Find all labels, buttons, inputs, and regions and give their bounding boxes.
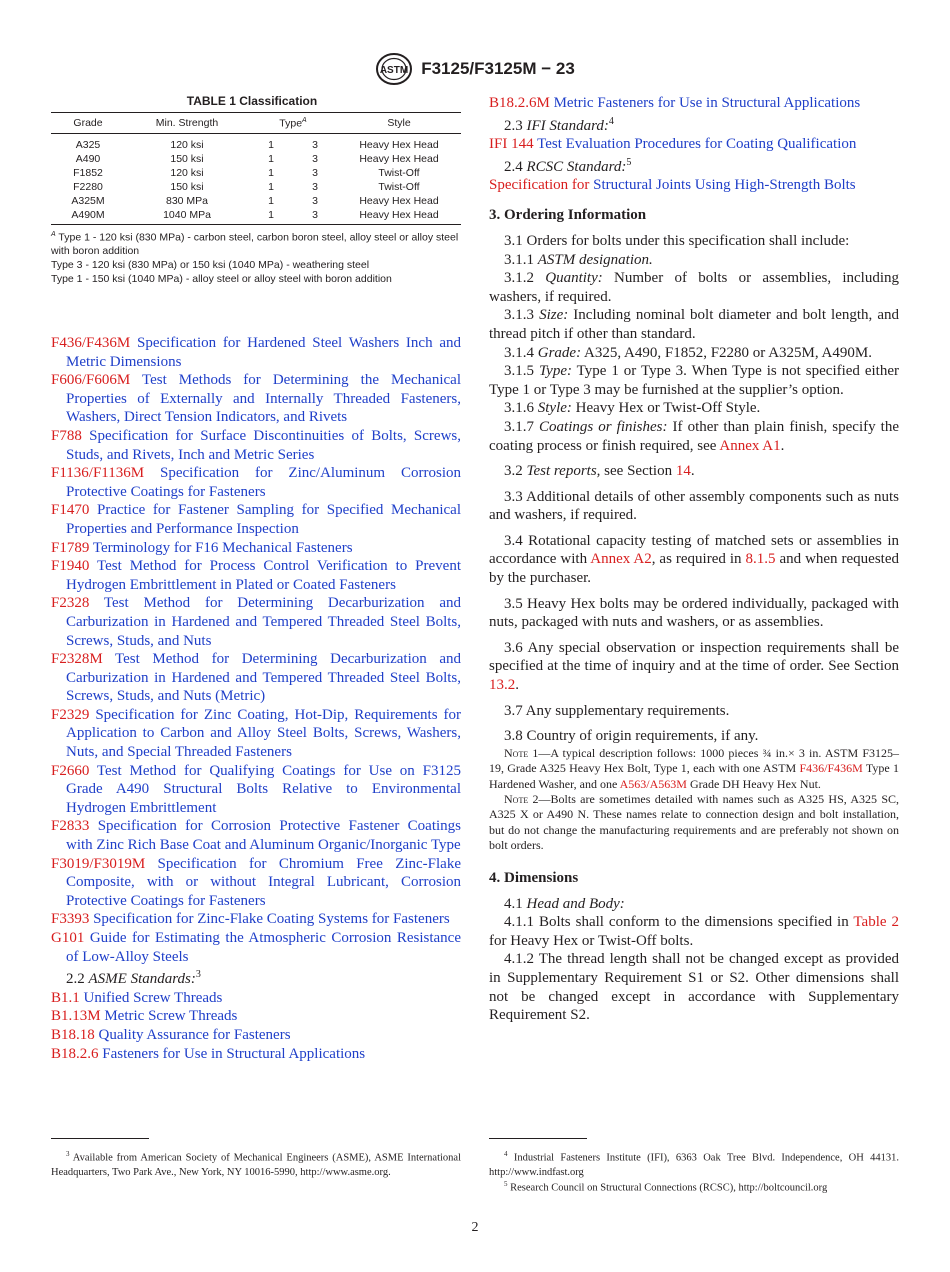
reference-link[interactable]: F1789	[51, 539, 90, 556]
table-row: A490 150 ksi 1 3 Heavy Hex Head	[75, 152, 439, 165]
reference-item: F436/F436M Specification for Hardened Steel Washers Inch and Metric Dimensions	[51, 335, 462, 370]
reference-link[interactable]: F2328M	[51, 651, 103, 668]
reference-link[interactable]: F3393	[51, 911, 90, 928]
reference-item: F1940 Test Method for Process Control Verification to Prevent Hydrogen Embrittlement in Plated or Coated Fasteners	[51, 558, 461, 593]
table-footnote: Type 3 - 120 ksi (830 MPa) or 150 ksi (1040 MPa) - weathering steel	[51, 259, 370, 271]
asme-standards-heading: 2.2 ASME Standards:$^3$	[66, 969, 201, 988]
astm-references	[51, 334, 461, 1063]
ifi-standard-heading: 2.3 IFI Standard:$^4$	[504, 115, 614, 134]
paragraph: 3.4 Rotational capacity testing of matched sets or assemblies in accordance with Annex A2, as required in 8.1.5 and when requested by the purchaser.	[489, 532, 899, 587]
footnote-4: $^4$ Industrial Fasteners Institute (IFI), 6363 Oak Tree Blvd. Independence, OH 44131. http://www.indfast.org	[489, 1150, 900, 1178]
reference-link[interactable]: Specification for	[489, 177, 590, 194]
reference-item: F1136/F1136M Specification for Zinc/Aluminum Corrosion Protective Coatings for Fasteners	[51, 465, 461, 500]
note-1: Note 1—A typical description follows: 1000 pieces ¾ in.× 3 in. ASTM F3125–19, Grade A325 Heavy Hex Bolt, Type 1, each with one ASTM F436/F436M Type 1 Hardened Washer, and one A563/A563M Grade DH Heavy Hex Nut.	[489, 745, 899, 791]
section-8-1-5-link[interactable]: 8.1.5	[745, 551, 776, 568]
reference-link[interactable]: F788	[51, 427, 82, 444]
reference-link[interactable]: F2329	[51, 706, 90, 723]
table-row: A325M 830 MPa 1 3 Heavy Hex Head	[71, 194, 439, 207]
section-13-2-link[interactable]: 13.2	[489, 677, 516, 694]
paragraph: 4.1 Head and Body:	[504, 895, 625, 912]
col-header-strength: Min. Strength	[125, 113, 249, 134]
page-header	[0, 52, 950, 86]
col-header-grade: Grade	[51, 113, 125, 134]
reference-item: F2660 Test Method for Qualifying Coatings for Use on F3125 Grade A490 Structural Bolts Relative to Environmental Hydrogen Embrittlement	[51, 762, 461, 816]
paragraph: 3.7 Any supplementary requirements.	[504, 702, 730, 719]
reference-item: IFI 144 Test Evaluation Procedures for Coating Qualification	[489, 136, 857, 153]
paragraph: 3.5 Heavy Hex bolts may be ordered individually, packaged with nuts, packaged with nuts and washers, or as assemblies.	[489, 595, 899, 631]
reference-link[interactable]: G101	[51, 930, 85, 946]
paragraph: 3.1.5 Type: Type 1 or Type 3. When Type is not specified either Type 1 or Type 3 may be furnished at the supplier’s option.	[489, 363, 900, 398]
table-row: A325 120 ksi 1 3 Heavy Hex Head	[75, 138, 439, 151]
astm-logo	[375, 52, 413, 86]
table-2-link[interactable]: Table 2	[853, 914, 899, 931]
classification-table	[51, 112, 461, 225]
reference-item: F1789 Terminology for F16 Mechanical Fasteners	[51, 539, 353, 556]
reference-link[interactable]: F1136/F1136M	[51, 465, 145, 482]
section-heading: 3. Ordering Information	[489, 206, 647, 223]
reference-item: G101 Guide for Estimating the Atmospheric Corrosion Resistance of Low-Alloy Steels	[51, 930, 461, 965]
reference-item: F2328M Test Method for Determining Decarburization and Carburization in Hardened and Tempered Threaded Steel Bolts, Screws, Studs, and Nuts (Metric)	[51, 651, 461, 705]
reference-link[interactable]: F3019/F3019M	[51, 855, 146, 872]
paragraph: 3.1.1 ASTM designation.	[504, 251, 653, 268]
footnote-rule	[51, 1138, 149, 1139]
reference-link[interactable]: F436/F436M	[51, 335, 131, 351]
paragraph: 3.1.2 Quantity: Number of bolts or assemblies, including washers, if required.	[489, 270, 900, 305]
rcsc-standard-heading: 2.4 RCSC Standard:$^5$	[504, 156, 632, 175]
reference-item: F2329 Specification for Zinc Coating, Hot-Dip, Requirements for Application to Carbon and Alloy Steel Bolts, Screws, Washers, Nuts, and Special Threaded Fasteners	[51, 706, 461, 761]
paragraph: 3.1.3 Size: Including nominal bolt diameter and bolt length, and thread pitch if other than standard.	[489, 307, 900, 342]
paragraph: 3.1.6 Style: Heavy Hex or Twist-Off Style.	[504, 400, 761, 417]
annex-a1-link[interactable]: Annex A1	[719, 437, 781, 454]
reference-item: F2833 Specification for Corrosion Protective Fastener Coatings with Zinc Rich Base Coat and Aluminum Organic/Inorganic Type	[51, 818, 461, 854]
page-number: 2	[471, 1220, 479, 1235]
table-header-row	[51, 113, 461, 134]
paragraph: 4.1.1 Bolts shall conform to the dimensions specified in Table 2 for Heavy Hex or Twist-Off bolts.	[489, 914, 899, 949]
paragraph: 3.6 Any special observation or inspection requirements shall be specified at the time of inquiry and at the time of order. See Section 13.2.	[489, 639, 899, 694]
col-header-style: Style	[337, 113, 461, 134]
table-row: F1852 120 ksi 1 3 Twist-Off	[73, 166, 420, 179]
reference-link[interactable]: B18.2.6	[51, 1045, 99, 1062]
reference-link[interactable]: F1940	[51, 558, 90, 575]
paragraph: 3.3 Additional details of other assembly components such as nuts and washers, if required.	[489, 488, 899, 524]
a563-link[interactable]: A563/A563M	[619, 776, 687, 791]
footnote-rule	[489, 1138, 587, 1139]
reference-item: F1470 Practice for Fastener Sampling for Specified Mechanical Properties and Performance Inspection	[51, 502, 461, 537]
paragraph: 3.8 Country of origin requirements, if any.	[504, 728, 759, 745]
reference-link[interactable]: B1.13M	[51, 1008, 101, 1025]
reference-item: F3393 Specification for Zinc-Flake Coating Systems for Fasteners	[51, 911, 450, 928]
table-footnote: Type 1 - 150 ksi (1040 MPa) - alloy steel or alloy steel with boron addition	[51, 273, 392, 285]
paragraph: 3.2 Test reports, see Section 14.	[504, 463, 695, 480]
right-column	[489, 94, 899, 1025]
reference-item: B18.2.6M Metric Fasteners for Use in Structural Applications	[489, 95, 861, 111]
paragraph: 4.1.2 The thread length shall not be changed except as provided in Supplementary Requirement S1 or S2. Other dimensions shall not be changed except in accordance with Supplementary Requirement S2.	[489, 951, 899, 1024]
reference-item: B18.2.6 Fasteners for Use in Structural Applications	[51, 1045, 366, 1062]
section-14-link[interactable]: 14	[675, 463, 691, 480]
reference-link[interactable]: IFI 144	[489, 136, 534, 153]
reference-item: Specification for Structural Joints Using High-Strength Bolts	[489, 177, 856, 194]
table-row: A490M 1040 MPa 1 3 Heavy Hex Head	[51, 208, 461, 225]
reference-link[interactable]: F2328	[51, 595, 90, 612]
reference-item: B18.18 Quality Assurance for Fasteners	[51, 1026, 291, 1043]
footnote-5: $^5$ Research Council on Structural Connections (RCSC), http://boltcouncil.org	[504, 1180, 828, 1194]
document-designation: F3125/F3125M − 23	[421, 59, 575, 78]
reference-item: F3019/F3019M Specification for Chromium Free Zinc-Flake Composite, with or without Integral Lubricant, Corrosion Protective Coatings for Fasteners	[51, 855, 462, 909]
paragraph: 3.1.4 Grade: A325, A490, F1852, F2280 or A325M, A490M.	[504, 344, 872, 361]
paragraph: 3.1 Orders for bolts under this specification shall include:	[504, 232, 850, 249]
reference-link[interactable]: B18.18	[51, 1026, 95, 1043]
table-footnotes	[51, 228, 461, 287]
note-2: Note 2—Bolts are sometimes detailed with names such as A325 HS, A325 SC, A325 X or A490 N. These names relate to connection design and bolt installation, but do not change the manufacturing requirements and are preferably not shown on bolt orders.	[489, 792, 900, 853]
footnote-3: $^3$ Available from American Society of Mechanical Engineers (ASME), ASME International Headquarters, Two Park Ave., New York, NY 10016-5990, http://www.asme.org.	[51, 1150, 461, 1178]
table-caption: TABLE 1 Classification	[186, 94, 318, 108]
reference-item: B1.13M Metric Screw Threads	[51, 1008, 238, 1025]
reference-item: B1.1 Unified Screw Threads	[51, 989, 223, 1006]
reference-item: F788 Specification for Surface Discontinuities of Bolts, Screws, Studs, and Rivets, Inch and Metric Series	[51, 427, 462, 463]
reference-link[interactable]: B18.2.6M	[489, 95, 550, 111]
reference-item: F2328 Test Method for Determining Decarburization and Carburization in Hardened and Tempered Threaded Steel Bolts, Screws, Studs, and Nuts	[51, 595, 461, 649]
reference-link[interactable]: B1.1	[51, 989, 80, 1006]
table-row: F2280 150 ksi 1 3 Twist-Off	[73, 180, 420, 193]
reference-link[interactable]: F606/F606M	[51, 372, 131, 389]
reference-link[interactable]: F2660	[51, 762, 90, 779]
reference-link[interactable]: F1470	[51, 502, 90, 519]
table-footnote: $^A$ Type 1 - 120 ksi (830 MPa) - carbon steel, carbon boron steel, alloy steel or alloy steel with boron addition	[51, 230, 459, 257]
section-heading: 4. Dimensions	[489, 869, 579, 886]
reference-link[interactable]: F2833	[51, 818, 90, 835]
logo-text: ASTM	[380, 65, 409, 76]
annex-a2-link[interactable]: Annex A2	[590, 551, 652, 568]
col-header-type: Type$^A$	[249, 113, 337, 134]
f436-link[interactable]: F436/F436M	[799, 761, 863, 776]
left-column	[51, 94, 461, 1063]
reference-item: F606/F606M Test Methods for Determining the Mechanical Properties of Externally and Internally Threaded Fasteners, Washers, Direct Tension Indicators, and Rivets	[51, 372, 461, 426]
paragraph: 3.1.7 Coatings or finishes: If other than plain finish, specify the coating process or finish required, see Annex A1.	[489, 418, 899, 454]
